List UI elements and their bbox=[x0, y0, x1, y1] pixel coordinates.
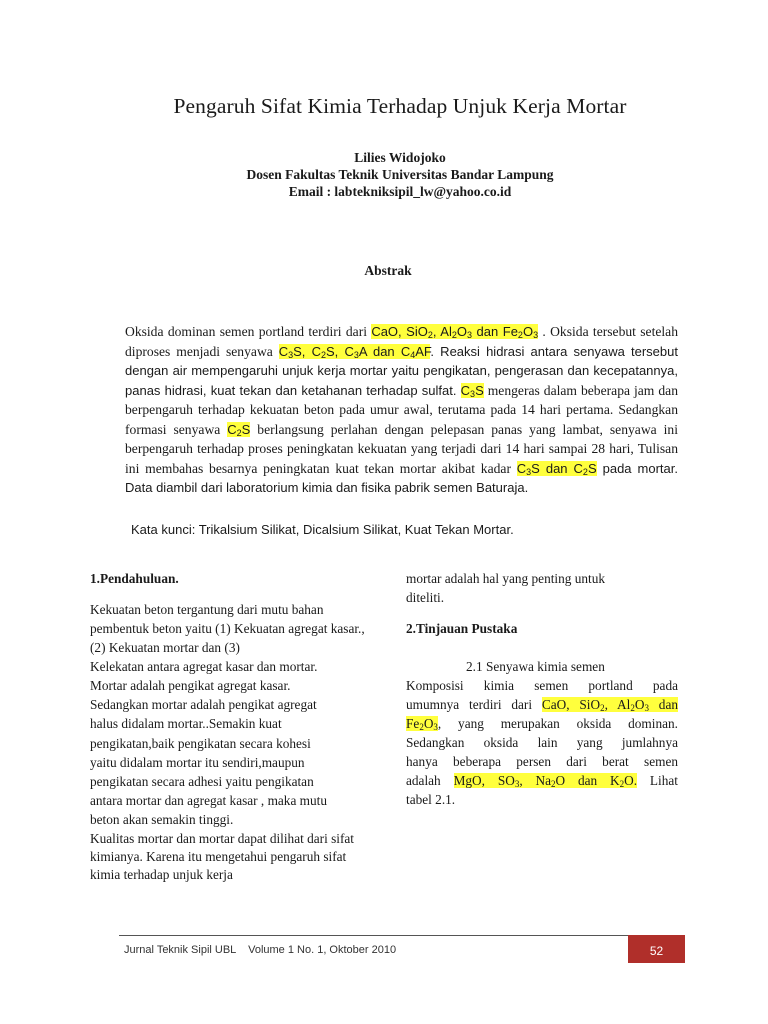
footer-journal: Jurnal Teknik Sipil UBL Volume 1 No. 1, Oktober 2010 bbox=[124, 944, 397, 956]
text-line: Kualitas mortar dan mortar dapat dilihat dari sifat bbox=[90, 831, 355, 846]
text-line: pembentuk beton yaitu (1) Kekuatan agregat kasar., bbox=[90, 621, 365, 636]
text-line: Mortar adalah pengikat agregat kasar. bbox=[90, 678, 291, 693]
abstract-highlight: $C_3S$ bbox=[460, 382, 484, 399]
oxide-highlight: MgO, $SO_3$, $Na_2O$ dan $K_2O$. bbox=[453, 773, 638, 789]
text-span: adalah bbox=[406, 773, 454, 788]
section-heading-tinjauan: 2.Tinjauan Pustaka bbox=[406, 621, 518, 636]
text-line: Komposisi kimia semen portland pada bbox=[406, 678, 678, 693]
text-span: , yang merupakan oksida dominan. bbox=[437, 716, 678, 731]
oxide-highlight: $Fe_2O_3$ bbox=[406, 716, 438, 732]
text-line bbox=[406, 697, 678, 713]
abstract-highlight: $C_3S$, $C_2S$, $C_3A$ dan $C_4AF$ bbox=[278, 343, 431, 360]
section-heading-pendahuluan: 1.Pendahuluan. bbox=[90, 571, 179, 586]
oxide-highlight: CaO, SiO$_2$, $Al_2O_3$ dan bbox=[541, 697, 678, 713]
text-line: Kelekatan antara agregat kasar dan mortar. bbox=[90, 659, 318, 674]
abstract-body bbox=[125, 322, 678, 498]
subsection-heading: 2.1 Senyawa kimia semen bbox=[466, 659, 605, 674]
text-line: pengikatan secara adhesi yaitu pengikatan bbox=[90, 774, 314, 789]
text-line: kimianya. Karena itu mengetahui pengaruh sifat bbox=[90, 849, 347, 864]
text-line: pengikatan,baik pengikatan secara kohesi bbox=[90, 736, 311, 751]
abstract-text: . Oksida tersebut setelah diproses menjadi senyawa bbox=[125, 324, 678, 359]
text-line: antara mortar dan agregat kasar , maka mutu bbox=[90, 793, 328, 808]
abstract-highlight: $C_2S$ bbox=[227, 421, 251, 438]
abstract-highlight: $C_3S$ dan $C_2S$ bbox=[516, 460, 597, 477]
text-line bbox=[406, 773, 678, 789]
text-line bbox=[406, 716, 678, 732]
abstract-text: mengeras dalam beberapa jam dan berpengaruh terhadap kekuatan beton pada umur awal, terutama pada 14 hari pertama. Sedangkan formasi senyawa bbox=[125, 382, 678, 437]
text-line: kimia terhadap unjuk kerja bbox=[90, 867, 233, 882]
text-line: hanya beberapa persen dari berat semen bbox=[406, 754, 678, 769]
author-name: Lilies Widojoko bbox=[354, 150, 446, 165]
text-line: Sedangkan oksida lain yang jumlahnya bbox=[406, 735, 678, 750]
text-line: beton akan semakin tinggi. bbox=[90, 812, 234, 827]
abstract-highlight: CaO, SiO$_2$, $Al_2O_3$ dan $Fe_2O_3$ bbox=[371, 324, 539, 340]
paper-title: Pengaruh Sifat Kimia Terhadap Unjuk Kerja Mortar bbox=[173, 94, 627, 118]
abstract-text: Oksida dominan semen portland terdiri dari bbox=[125, 324, 372, 339]
text-line: (2) Kekuatan mortar dan (3) bbox=[90, 640, 240, 655]
author-email: Email : labtekniksipil_lw@yahoo.co.id bbox=[288, 184, 512, 199]
author-affiliation: Dosen Fakultas Teknik Universitas Bandar Lampung bbox=[246, 167, 554, 182]
footer-rule bbox=[119, 935, 684, 936]
text-line: diteliti. bbox=[406, 590, 445, 605]
text-line: Kekuatan beton tergantung dari mutu bahan bbox=[90, 602, 324, 617]
text-span: Lihat bbox=[637, 773, 678, 788]
text-line: halus didalam mortar..Semakin kuat bbox=[90, 716, 282, 731]
text-line: tabel 2.1. bbox=[406, 792, 456, 807]
text-line: yaitu didalam mortar itu sendiri,maupun bbox=[90, 755, 305, 770]
page-number: 52 bbox=[628, 935, 685, 963]
abstract-text: pada mortar. Data diambil dari laboratorium kimia dan fisika pabrik semen Baturaja. bbox=[125, 460, 678, 495]
abstract-heading: Abstrak bbox=[364, 263, 412, 278]
abstract-text: berlangsung perlahan dengan pelepasan panas yang lambat, senyawa ini berpengaruh terhadap proses peningkatan kekuatan yang terjadi dari 14 hari sampai 28 hari, Tulisan ini membahas besarnya peningkatan kuat tekan mortar akibat kadar bbox=[125, 421, 679, 476]
keywords: Kata kunci: Trikalsium Silikat, Dicalsium Silikat, Kuat Tekan Mortar. bbox=[131, 522, 514, 537]
text-line: Sedangkan mortar adalah pengikat agregat bbox=[90, 697, 317, 712]
text-span: umumnya terdiri dari bbox=[406, 697, 542, 712]
text-line: mortar adalah hal yang penting untuk bbox=[406, 571, 606, 586]
abstract-text: . Reaksi hidrasi antara senyawa tersebut dengan air mempengaruhi unjuk kerja mortar yaitu pengikatan, pengerasan dan kecepatannya, panas hidrasi, kuat tekan dan ketahanan terhadap sulfat. bbox=[125, 343, 678, 398]
